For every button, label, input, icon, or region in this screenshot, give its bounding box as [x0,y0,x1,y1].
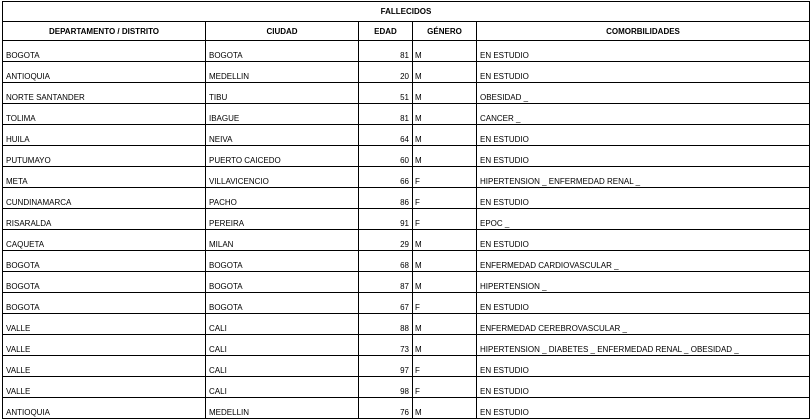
cell-ciudad: MEDELLIN [206,62,359,83]
cell-comorbilidades: EN ESTUDIO [477,377,810,398]
cell-edad: 64 [359,125,413,146]
cell-departamento: VALLE [3,356,206,377]
cell-departamento: ANTIOQUIA [3,62,206,83]
fallecidos-table [2,1,810,419]
cell-departamento: META [3,167,206,188]
cell-genero: F [413,209,477,230]
cell-comorbilidades: EN ESTUDIO [477,125,810,146]
cell-departamento: ANTIOQUIA [3,398,206,419]
cell-departamento: TOLIMA [3,104,206,125]
table-row [3,293,810,314]
cell-edad: 98 [359,377,413,398]
cell-ciudad: NEIVA [206,125,359,146]
cell-genero: F [413,377,477,398]
cell-comorbilidades: EN ESTUDIO [477,398,810,419]
table-title: FALLECIDOS [3,2,810,22]
cell-edad: 29 [359,230,413,251]
cell-genero: F [413,356,477,377]
cell-departamento: BOGOTA [3,41,206,62]
cell-genero: F [413,293,477,314]
cell-comorbilidades: HIPERTENSION _ DIABETES _ ENFERMEDAD RENAL _ OBESIDAD _ [477,335,810,356]
cell-departamento: VALLE [3,314,206,335]
cell-ciudad: PACHO [206,188,359,209]
cell-edad: 76 [359,398,413,419]
cell-comorbilidades: EN ESTUDIO [477,356,810,377]
title-row [3,2,810,22]
table-row [3,83,810,104]
cell-departamento: BOGOTA [3,272,206,293]
table-body [3,41,810,419]
cell-comorbilidades: CANCER _ [477,104,810,125]
header-departamento: DEPARTAMENTO / DISTRITO [3,22,206,41]
cell-departamento: RISARALDA [3,209,206,230]
cell-edad: 68 [359,251,413,272]
table-row [3,104,810,125]
cell-departamento: VALLE [3,377,206,398]
cell-edad: 51 [359,83,413,104]
cell-ciudad: BOGOTA [206,293,359,314]
cell-departamento: CAQUETA [3,230,206,251]
table-row [3,209,810,230]
cell-edad: 20 [359,62,413,83]
cell-genero: M [413,146,477,167]
header-ciudad: CIUDAD [206,22,359,41]
cell-ciudad: PUERTO CAICEDO [206,146,359,167]
header-edad: EDAD [359,22,413,41]
cell-genero: M [413,125,477,146]
cell-comorbilidades: ENFERMEDAD CARDIOVASCULAR _ [477,251,810,272]
table-row [3,251,810,272]
cell-ciudad: CALI [206,356,359,377]
cell-genero: F [413,167,477,188]
cell-comorbilidades: EPOC _ [477,209,810,230]
header-row [3,22,810,41]
table-row [3,230,810,251]
cell-genero: M [413,230,477,251]
cell-edad: 67 [359,293,413,314]
cell-departamento: HUILA [3,125,206,146]
cell-edad: 60 [359,146,413,167]
cell-edad: 88 [359,314,413,335]
cell-ciudad: CALI [206,377,359,398]
cell-genero: M [413,335,477,356]
cell-edad: 66 [359,167,413,188]
cell-ciudad: PEREIRA [206,209,359,230]
cell-ciudad: BOGOTA [206,272,359,293]
cell-genero: M [413,398,477,419]
table-row [3,146,810,167]
cell-comorbilidades: HIPERTENSION _ ENFERMEDAD RENAL _ [477,167,810,188]
table-row [3,356,810,377]
cell-edad: 81 [359,41,413,62]
cell-ciudad: TIBU [206,83,359,104]
cell-edad: 81 [359,104,413,125]
cell-ciudad: BOGOTA [206,251,359,272]
table-row [3,167,810,188]
cell-comorbilidades: OBESIDAD _ [477,83,810,104]
cell-genero: M [413,41,477,62]
table-row [3,314,810,335]
cell-departamento: CUNDINAMARCA [3,188,206,209]
table-row [3,272,810,293]
cell-genero: M [413,272,477,293]
table-row [3,41,810,62]
cell-edad: 87 [359,272,413,293]
cell-edad: 73 [359,335,413,356]
cell-departamento: VALLE [3,335,206,356]
table-row [3,125,810,146]
cell-ciudad: VILLAVICENCIO [206,167,359,188]
cell-comorbilidades: EN ESTUDIO [477,62,810,83]
table-row [3,62,810,83]
cell-comorbilidades: EN ESTUDIO [477,293,810,314]
table-row [3,377,810,398]
cell-genero: M [413,104,477,125]
table-row [3,335,810,356]
cell-comorbilidades: EN ESTUDIO [477,146,810,167]
cell-genero: F [413,188,477,209]
cell-departamento: BOGOTA [3,251,206,272]
cell-ciudad: BOGOTA [206,41,359,62]
table-row [3,188,810,209]
cell-ciudad: CALI [206,335,359,356]
cell-comorbilidades: EN ESTUDIO [477,230,810,251]
cell-comorbilidades: EN ESTUDIO [477,188,810,209]
cell-ciudad: IBAGUE [206,104,359,125]
header-genero: GÉNERO [413,22,477,41]
cell-ciudad: CALI [206,314,359,335]
cell-ciudad: MILAN [206,230,359,251]
table-row [3,398,810,419]
cell-edad: 91 [359,209,413,230]
cell-edad: 86 [359,188,413,209]
cell-edad: 97 [359,356,413,377]
cell-ciudad: MEDELLIN [206,398,359,419]
cell-departamento: PUTUMAYO [3,146,206,167]
cell-comorbilidades: EN ESTUDIO [477,41,810,62]
cell-departamento: BOGOTA [3,293,206,314]
cell-genero: M [413,314,477,335]
header-comorbilidades: COMORBILIDADES [477,22,810,41]
cell-genero: M [413,83,477,104]
cell-comorbilidades: ENFERMEDAD CEREBROVASCULAR _ [477,314,810,335]
cell-departamento: NORTE SANTANDER [3,83,206,104]
cell-genero: M [413,62,477,83]
cell-genero: M [413,251,477,272]
cell-comorbilidades: HIPERTENSION _ [477,272,810,293]
